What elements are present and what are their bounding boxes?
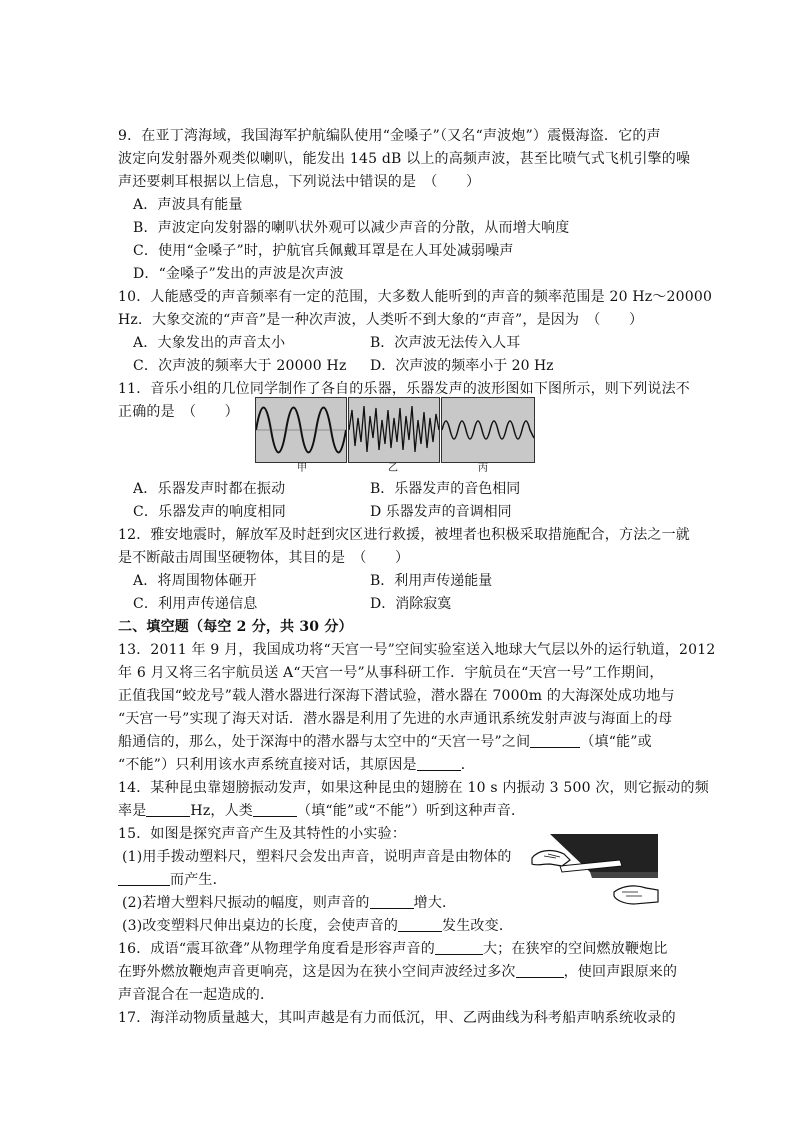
q16-line1 bbox=[118, 939, 668, 959]
q9-option-a: A．声波具有能量 bbox=[133, 197, 243, 213]
q9-option-c: C．使用“金嗓子”时，护航官兵佩戴耳罩是在人耳处减弱噪声 bbox=[133, 243, 514, 259]
q10-option-d: D．次声波的频率小于 20 Hz bbox=[370, 358, 554, 374]
q14-blank-1[interactable] bbox=[146, 802, 190, 817]
section-heading-fill-in: 二、填空题（每空 2 分，共 30 分） bbox=[118, 619, 353, 635]
q15-part1-suffix: 而产生． bbox=[170, 872, 227, 888]
q11-stem-line2: 正确的是 （ ） bbox=[118, 404, 239, 420]
q12-option-c: C．利用声传递信息 bbox=[133, 596, 258, 612]
q13-line2: 年 6 月又将三名宇航员送 A“天宫一号”从事科研工作．宇航员在“天宫一号”工作期间， bbox=[118, 665, 664, 681]
q14-line1: 14．某种昆虫靠翅膀振动发声，如果这种昆虫的翅膀在 10 s 内振动 3 500 次，则它振动的频 bbox=[118, 780, 709, 796]
q16-line2 bbox=[118, 962, 677, 982]
q9-stem-line2: 波定向发射器外观类似喇叭，能发出 145 dB 以上的高频声波，甚至比喷气式飞机引擎的噪 bbox=[118, 151, 691, 167]
q15-blank-1[interactable] bbox=[118, 871, 170, 886]
q11-option-d: D 乐器发声的音调相同 bbox=[370, 504, 512, 520]
q10-option-b: B．次声波无法传入人耳 bbox=[370, 335, 521, 351]
q13-line6 bbox=[118, 755, 475, 775]
waveform-label-bing: 丙 bbox=[478, 463, 488, 474]
q12-option-d: D．消除寂寞 bbox=[370, 596, 452, 612]
q10-stem-line2: Hz．大象交流的“声音”是一种次声波，人类听不到大象的“声音”，是因为 （ ） bbox=[118, 312, 644, 328]
q15-part3 bbox=[122, 916, 513, 936]
q15-part3-suffix: 发生改变． bbox=[442, 918, 514, 934]
waveform-label-yi: 乙 bbox=[388, 463, 398, 474]
q12-stem-line1: 12．雅安地震时，解放军及时赶到灾区进行救援，被埋者也积极采取措施配合，方法之一就 bbox=[118, 527, 691, 543]
q13-line3: 正值我国“蛟龙号”载人潜水器进行深海下潜试验，潜水器在 7000m 的大海深处成功地与 bbox=[118, 688, 675, 704]
q9-option-d: D．“金嗓子”发出的声波是次声波 bbox=[133, 266, 344, 282]
q12-stem-line2: 是不断敲击周围坚硬物体，其目的是 （ ） bbox=[118, 550, 410, 566]
q13-line5-text: 船通信的，那么，处于深海中的潜水器与太空中的“天宫一号”之间 bbox=[118, 734, 531, 750]
q13-blank-2[interactable] bbox=[417, 756, 461, 771]
q14-line2-suffix: （填“能”或“不能”）听到这种声音． bbox=[297, 803, 526, 819]
q12-option-a: A．将周围物体砸开 bbox=[133, 573, 257, 589]
waveform-label-jia: 甲 bbox=[297, 463, 307, 474]
q16-line2-suffix: ，使回声跟原来的 bbox=[563, 964, 678, 980]
waveform-yi bbox=[348, 397, 440, 463]
q14-line2-text: 率是 bbox=[118, 803, 147, 819]
ruler-experiment-figure bbox=[530, 832, 660, 912]
q15-part2 bbox=[122, 893, 456, 913]
q13-line4: “天宫一号”实现了海天对话．潜水器是利用了先进的水声通讯系统发射声波与海面上的母 bbox=[118, 711, 673, 727]
q9-stem-line3: 声还要刺耳根据以上信息，下列说法中错误的是 （ ） bbox=[118, 174, 481, 190]
q16-line1-text: 16．成语“震耳欲聋”从物理学角度看是形容声音的 bbox=[118, 941, 435, 957]
q17-line1: 17．海洋动物质量越大，其叫声越是有力而低沉，甲、乙两曲线为科考船声呐系统收录的 bbox=[118, 1010, 676, 1026]
q14-blank-2[interactable] bbox=[253, 802, 297, 817]
q10-stem-line1: 10．人能感受的声音频率有一定的范围，大多数人能听到的声音的频率范围是 20 Hz～20000 bbox=[118, 289, 713, 305]
q9-option-b: B．声波定向发射器的喇叭状外观可以减少声音的分散，从而增大响度 bbox=[133, 220, 570, 236]
q11-option-a: A．乐器发声时都在振动 bbox=[133, 481, 286, 497]
q16-blank-1[interactable] bbox=[435, 940, 483, 955]
q11-stem-line1: 11．音乐小组的几位同学制作了各自的乐器，乐器发声的波形图如下图所示，则下列说法不 bbox=[118, 381, 691, 397]
q16-line1-suffix: 大；在狭窄的空间燃放鞭炮比 bbox=[482, 941, 668, 957]
q15-part1-cont bbox=[118, 870, 227, 890]
q15-part2-text: (2)若增大塑料尺振动的幅度，则声音的 bbox=[122, 895, 370, 911]
q11-option-b: B．乐器发声的音色相同 bbox=[370, 481, 521, 497]
q11-option-c: C．乐器发声的响度相同 bbox=[133, 504, 286, 520]
q13-line5-suffix: （填“能”或 bbox=[580, 734, 652, 750]
q14-line2-mid: Hz，人类 bbox=[190, 803, 253, 819]
q16-line2-text: 在野外燃放鞭炮声音更响亮，这是因为在狭小空间声波经过多次 bbox=[118, 964, 516, 980]
q15-blank-3[interactable] bbox=[398, 917, 442, 932]
q15-part2-suffix: 增大． bbox=[413, 895, 457, 911]
waveform-jia bbox=[255, 397, 347, 463]
q13-line1: 13．2011 年 9 月，我国成功将“天宫一号”空间实验室送入地球大气层以外的运行轨道，2012 bbox=[118, 642, 716, 658]
q10-option-a: A．大象发出的声音太小 bbox=[133, 335, 286, 351]
q15-part3-text: (3)改变塑料尺伸出桌边的长度，会使声音的 bbox=[122, 918, 399, 934]
waveform-bing bbox=[441, 397, 535, 463]
q13-line6-suffix: ． bbox=[460, 757, 475, 773]
q16-line3: 声音混合在一起造成的． bbox=[118, 987, 275, 1003]
q13-blank-1[interactable] bbox=[530, 733, 580, 748]
q15-line1: 15．如图是探究声音产生及其特性的小实验： bbox=[118, 826, 407, 842]
q12-option-b: B．利用声传递能量 bbox=[370, 573, 493, 589]
q10-option-c: C．次声波的频率大于 20000 Hz bbox=[133, 358, 347, 374]
q13-line6-text: “不能”）只利用该水声系统直接对话，其原因是 bbox=[118, 757, 417, 773]
q13-line5 bbox=[118, 732, 652, 752]
q15-blank-2[interactable] bbox=[370, 894, 414, 909]
q14-line2 bbox=[118, 801, 525, 821]
q16-blank-2[interactable] bbox=[516, 963, 564, 978]
q9-stem-line1: 9．在亚丁湾海域，我国海军护航编队使用“金嗓子”（又名“声波炮”）震慑海盗．它的声 bbox=[118, 128, 661, 144]
q15-part1: (1)用手拨动塑料尺，塑料尺会发出声音，说明声音是由物体的 bbox=[122, 849, 512, 865]
